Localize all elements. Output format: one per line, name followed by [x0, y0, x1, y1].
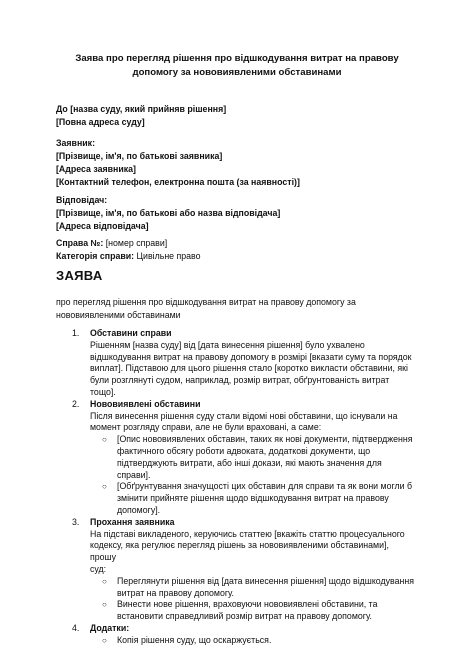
court-address: [Повна адреса суду] — [56, 117, 145, 127]
bullet-text-line: [Опис нововиявлених обставин, таких як нові документи, підтвердження — [117, 434, 413, 445]
hollow-circle-bullet-icon: ○ — [102, 482, 107, 492]
case-number — [56, 237, 426, 250]
statement-heading: ЗАЯВА — [56, 268, 103, 283]
section-text-line: Рішенням [назва суду] від [дата винесення рішення] було ухвалено — [90, 339, 365, 350]
respondent-name: [Прізвище, ім'я, по батькові або назва відповідача] — [56, 208, 281, 218]
intro-line: нововиявленими обставинами — [56, 310, 181, 320]
respondent-address: [Адреса відповідача] — [56, 221, 149, 231]
title-line: допомогу за нововиявленими обставинами — [132, 67, 342, 78]
bullet-text-line: Копія рішення суду, що оскаржується. — [117, 634, 272, 645]
hollow-circle-bullet-icon: ○ — [102, 576, 107, 586]
respondent-block — [56, 194, 426, 233]
case-category-label: Категорія справи: — [56, 251, 135, 261]
bullet-text-line: [Обґрунтування значущості цих обставин для справи та як вони могли б — [117, 481, 413, 492]
statement-intro — [56, 296, 416, 322]
court-name: До [назва суду, який прийняв рішення] — [56, 104, 227, 114]
hollow-circle-bullet-icon: ○ — [102, 600, 107, 610]
section-text-line: момент розгляду справи, але не були враховані, а саме: — [90, 422, 322, 433]
section-item — [56, 623, 416, 647]
section-number: 1. — [72, 328, 80, 338]
bullet-list — [90, 635, 416, 647]
court-block — [56, 103, 426, 129]
bullet-text-line: змінити прийняте рішення щодо відшкодування витрат на правову — [117, 493, 389, 504]
sections-list — [56, 328, 416, 647]
bullet-item — [90, 481, 416, 516]
section-item — [56, 517, 416, 623]
bullet-text-line: допомогу]. — [117, 504, 161, 515]
bullet-text-line: Винести нове рішення, враховуючи нововиявлені обставини, та — [117, 599, 378, 610]
document-title — [40, 52, 434, 80]
hollow-circle-bullet-icon: ○ — [102, 635, 107, 645]
section-text-line: виплат]. Підставою для цього рішення стало [коротко викласти обставини, які — [90, 363, 408, 374]
bullet-text-line: підтверджують витрати, або інші докази, які мають значення для справи]. — [117, 457, 382, 480]
applicant-block — [56, 137, 426, 189]
bullet-item — [90, 434, 416, 481]
applicant-label: Заявник: — [56, 138, 95, 148]
intro-line: про перегляд рішення про відшкодування витрат на правову допомогу за — [56, 297, 356, 307]
section-number: 3. — [72, 516, 80, 527]
applicant-name: [Прізвище, ім'я, по батькові заявника] — [56, 151, 223, 161]
section-text-line: були розглянуті судом, наприклад, розмір витрат, обґрунтованість витрат тощо]. — [90, 375, 390, 397]
bullet-text-line: витрат на правову допомогу. — [117, 587, 235, 598]
section-text-line: На підставі викладеного, керуючись статтею [вкажіть статтю процесуального — [90, 528, 405, 539]
section-item — [56, 399, 416, 517]
bullet-list — [90, 576, 416, 623]
section-title: Прохання заявника — [90, 516, 175, 527]
bullet-text-line: Переглянути рішення від [дата винесення рішення] щодо відшкодування — [117, 575, 414, 586]
case-number-value: [номер справи] — [103, 238, 168, 248]
section-text-line: Після винесення рішення суду стали відомі нові обставини, що існували на — [90, 410, 398, 421]
title-line: Заява про перегляд рішення про відшкодування витрат на правову — [75, 53, 399, 64]
bullet-text-line: фактичного обсягу роботи адвоката, додаткові документи, що — [117, 445, 371, 456]
section-number: 2. — [72, 398, 80, 409]
case-category — [56, 250, 426, 263]
respondent-label: Відповідач: — [56, 195, 108, 205]
bullet-item — [90, 576, 416, 600]
section-text-line: відшкодування витрат на правову допомогу в розмірі [вказати суму та порядок — [90, 351, 412, 362]
bullet-text-line: встановити справедливий розмір витрат на правову допомогу. — [117, 611, 372, 622]
section-title: Нововиявлені обставини — [90, 398, 201, 409]
bullet-item — [90, 599, 416, 623]
applicant-contacts: [Контактний телефон, електронна пошта (за наявності)] — [56, 177, 300, 187]
applicant-address: [Адреса заявника] — [56, 164, 136, 174]
section-item — [56, 328, 416, 399]
case-number-label: Справа №: — [56, 238, 104, 248]
section-text-line: суд: — [90, 563, 107, 574]
bullet-list — [90, 434, 416, 517]
section-text-line: кодексу, яка регулює перегляд рішень за нововиявленими обставинами], прошу — [90, 540, 389, 563]
case-info — [56, 237, 426, 263]
section-title: Додатки: — [90, 622, 130, 633]
case-category-value: Цивільне право — [134, 251, 201, 261]
section-title: Обставини справи — [90, 328, 172, 338]
bullet-item — [90, 635, 416, 647]
hollow-circle-bullet-icon: ○ — [102, 435, 107, 445]
section-number: 4. — [72, 622, 80, 633]
